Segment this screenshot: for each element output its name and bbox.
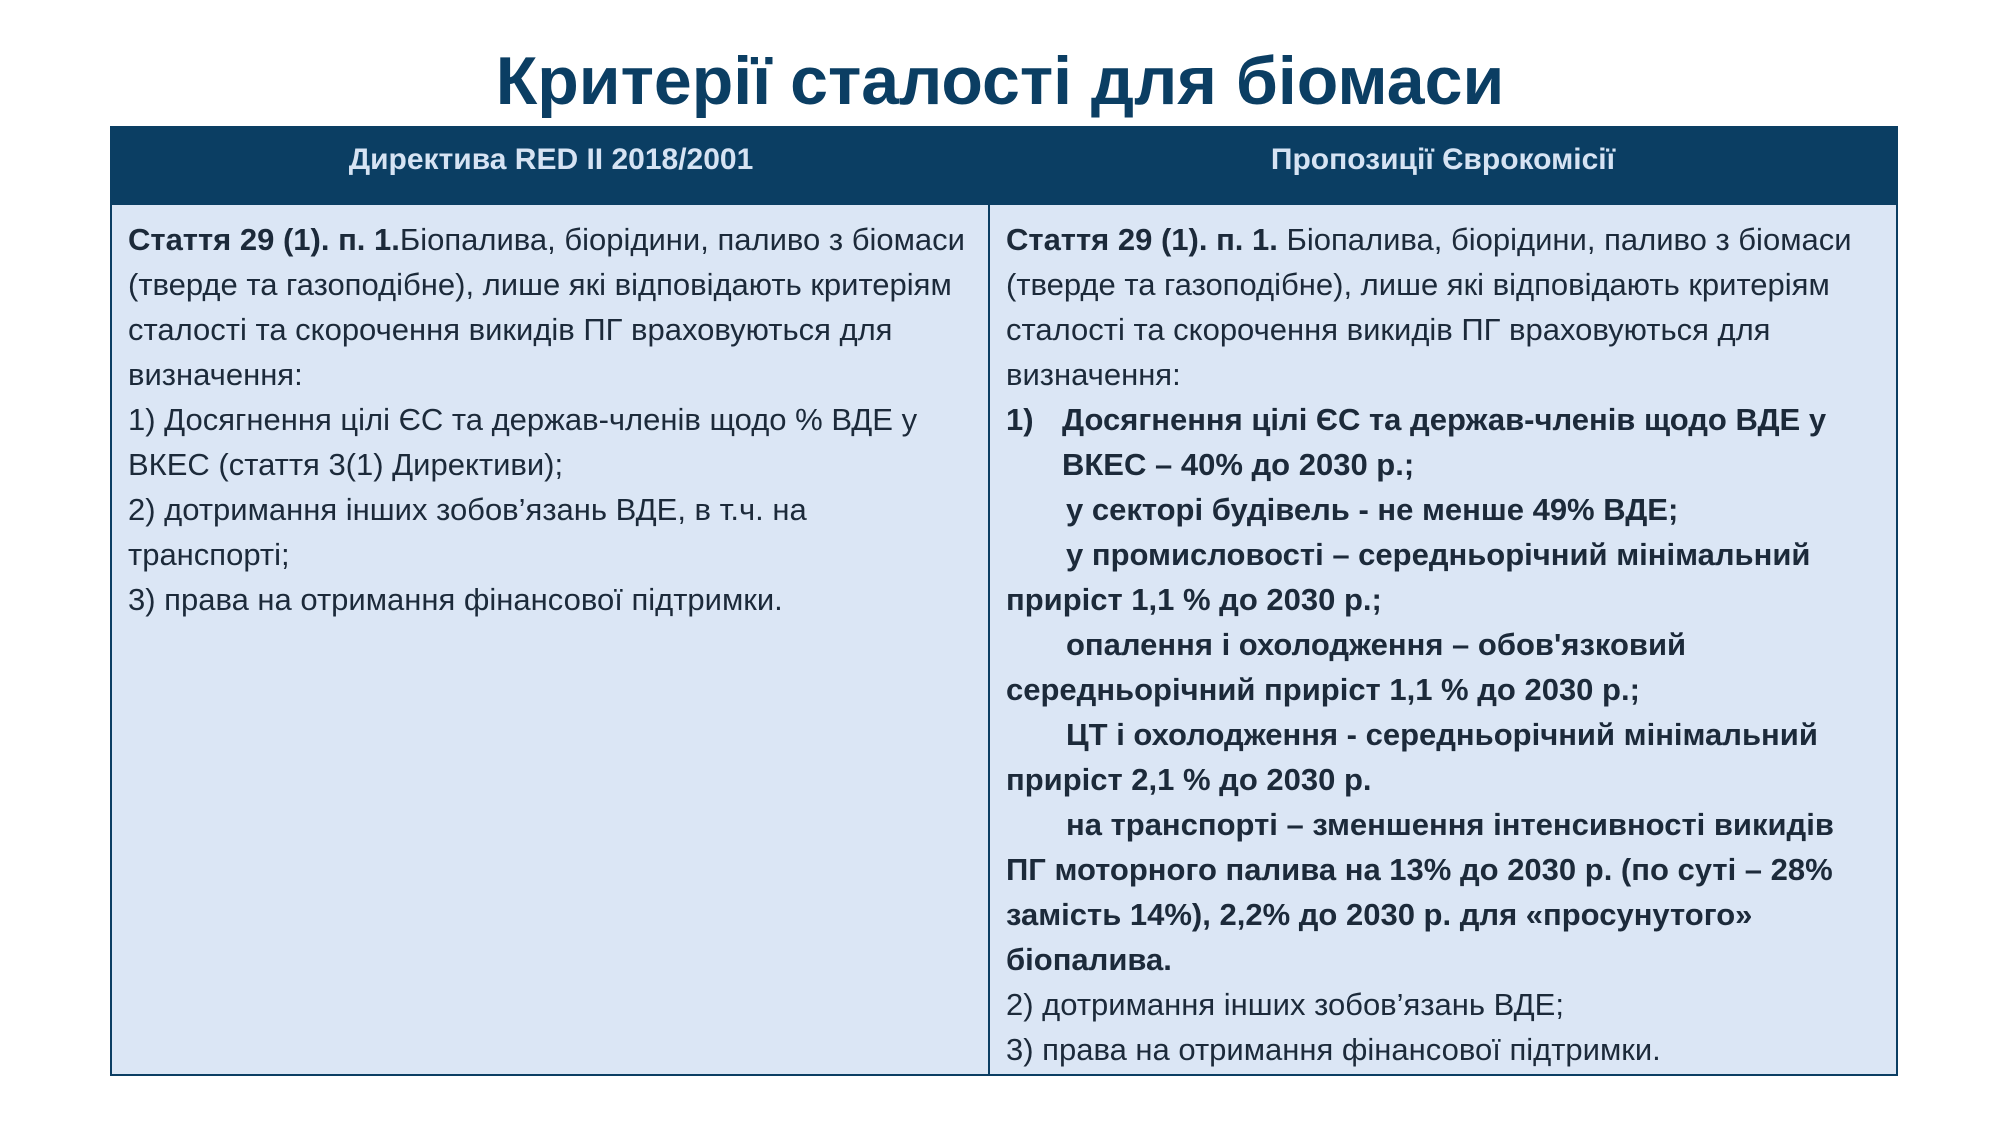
red-ii-item-3: 3) права на отримання фінансової підтримки.	[128, 582, 783, 617]
ec-proposals-cell	[990, 205, 1896, 1076]
ec-dh-line-b: приріст 2,1 % до 2030 р.	[1006, 762, 1372, 797]
red-ii-intro	[128, 217, 972, 397]
header-red-ii: Директива RED II 2018/2001	[348, 143, 754, 176]
ec-intro	[1006, 217, 1880, 397]
ec-heating-line-a: опалення і охолодження – обов'язковий	[1066, 627, 1687, 662]
ec-district-heating-target	[1006, 712, 1880, 802]
ec-intro-text: Біопалива, біорідини, паливо з біомаси (тверде та газоподібне), лише які відповідають критеріям сталості та скорочення викидів ПГ враховуються для визначення:	[1006, 222, 1852, 392]
red-ii-item-1: 1) Досягнення цілі ЄС та держав-членів щодо % ВДЕ у ВКЕС (стаття 3(1) Директиви);	[128, 402, 918, 482]
ec-industry-line-b: приріст 1,1 % до 2030 р.;	[1006, 582, 1382, 617]
ec-buildings-target: у секторі будівель - не менше 49% ВДЕ;	[1066, 492, 1679, 527]
ec-industry-line-a: у промисловості – середньорічний мінімальний	[1066, 537, 1811, 572]
ec-item-1-text: Досягнення цілі ЄС та держав-членів щодо ВДЕ у ВКЕС – 40% до 2030 р.;	[1062, 402, 1827, 482]
ec-heating-line-b: середньорічний приріст 1,1 % до 2030 р.;	[1006, 672, 1640, 707]
ec-item-3: 3) права на отримання фінансової підтримки.	[1006, 1032, 1661, 1067]
red-ii-article: Стаття 29 (1). п. 1.	[128, 222, 400, 257]
red-ii-item-2: 2) дотримання інших зобов’язань ВДЕ, в т.ч. на транспорті;	[128, 492, 807, 572]
table-header	[112, 128, 1896, 205]
ec-item-1-number: 1)	[1006, 402, 1034, 437]
ec-transport-line-b: ПГ моторного палива на 13% до 2030 р. (по суті – 28% замість 14%), 2,2% до 2030 р. для «просунутого» біопалива.	[1006, 852, 1833, 977]
ec-transport-line-a: на транспорті – зменшення інтенсивності викидів	[1066, 807, 1834, 842]
header-ec-proposals: Пропозиції Єврокомісії	[1270, 143, 1616, 176]
red-ii-cell	[112, 205, 988, 1076]
ec-transport-target	[1006, 802, 1880, 982]
ec-industry-target	[1006, 532, 1880, 622]
ec-item-2: 2) дотримання інших зобов’язань ВДЕ;	[1006, 987, 1564, 1022]
ec-item-1	[1006, 397, 1880, 487]
comparison-table	[110, 126, 1898, 1076]
ec-heating-target	[1006, 622, 1880, 712]
slide-title: Критерії сталості для біомаси	[495, 43, 1505, 119]
red-ii-intro-text: Біопалива, біорідини, паливо з біомаси (тверде та газоподібне), лише які відповідають критеріям сталості та скорочення викидів ПГ враховуються для визначення:	[128, 222, 965, 392]
ec-dh-line-a: ЦТ і охолодження - середньорічний мінімальний	[1066, 717, 1818, 752]
ec-article: Стаття 29 (1). п. 1.	[1006, 222, 1278, 257]
